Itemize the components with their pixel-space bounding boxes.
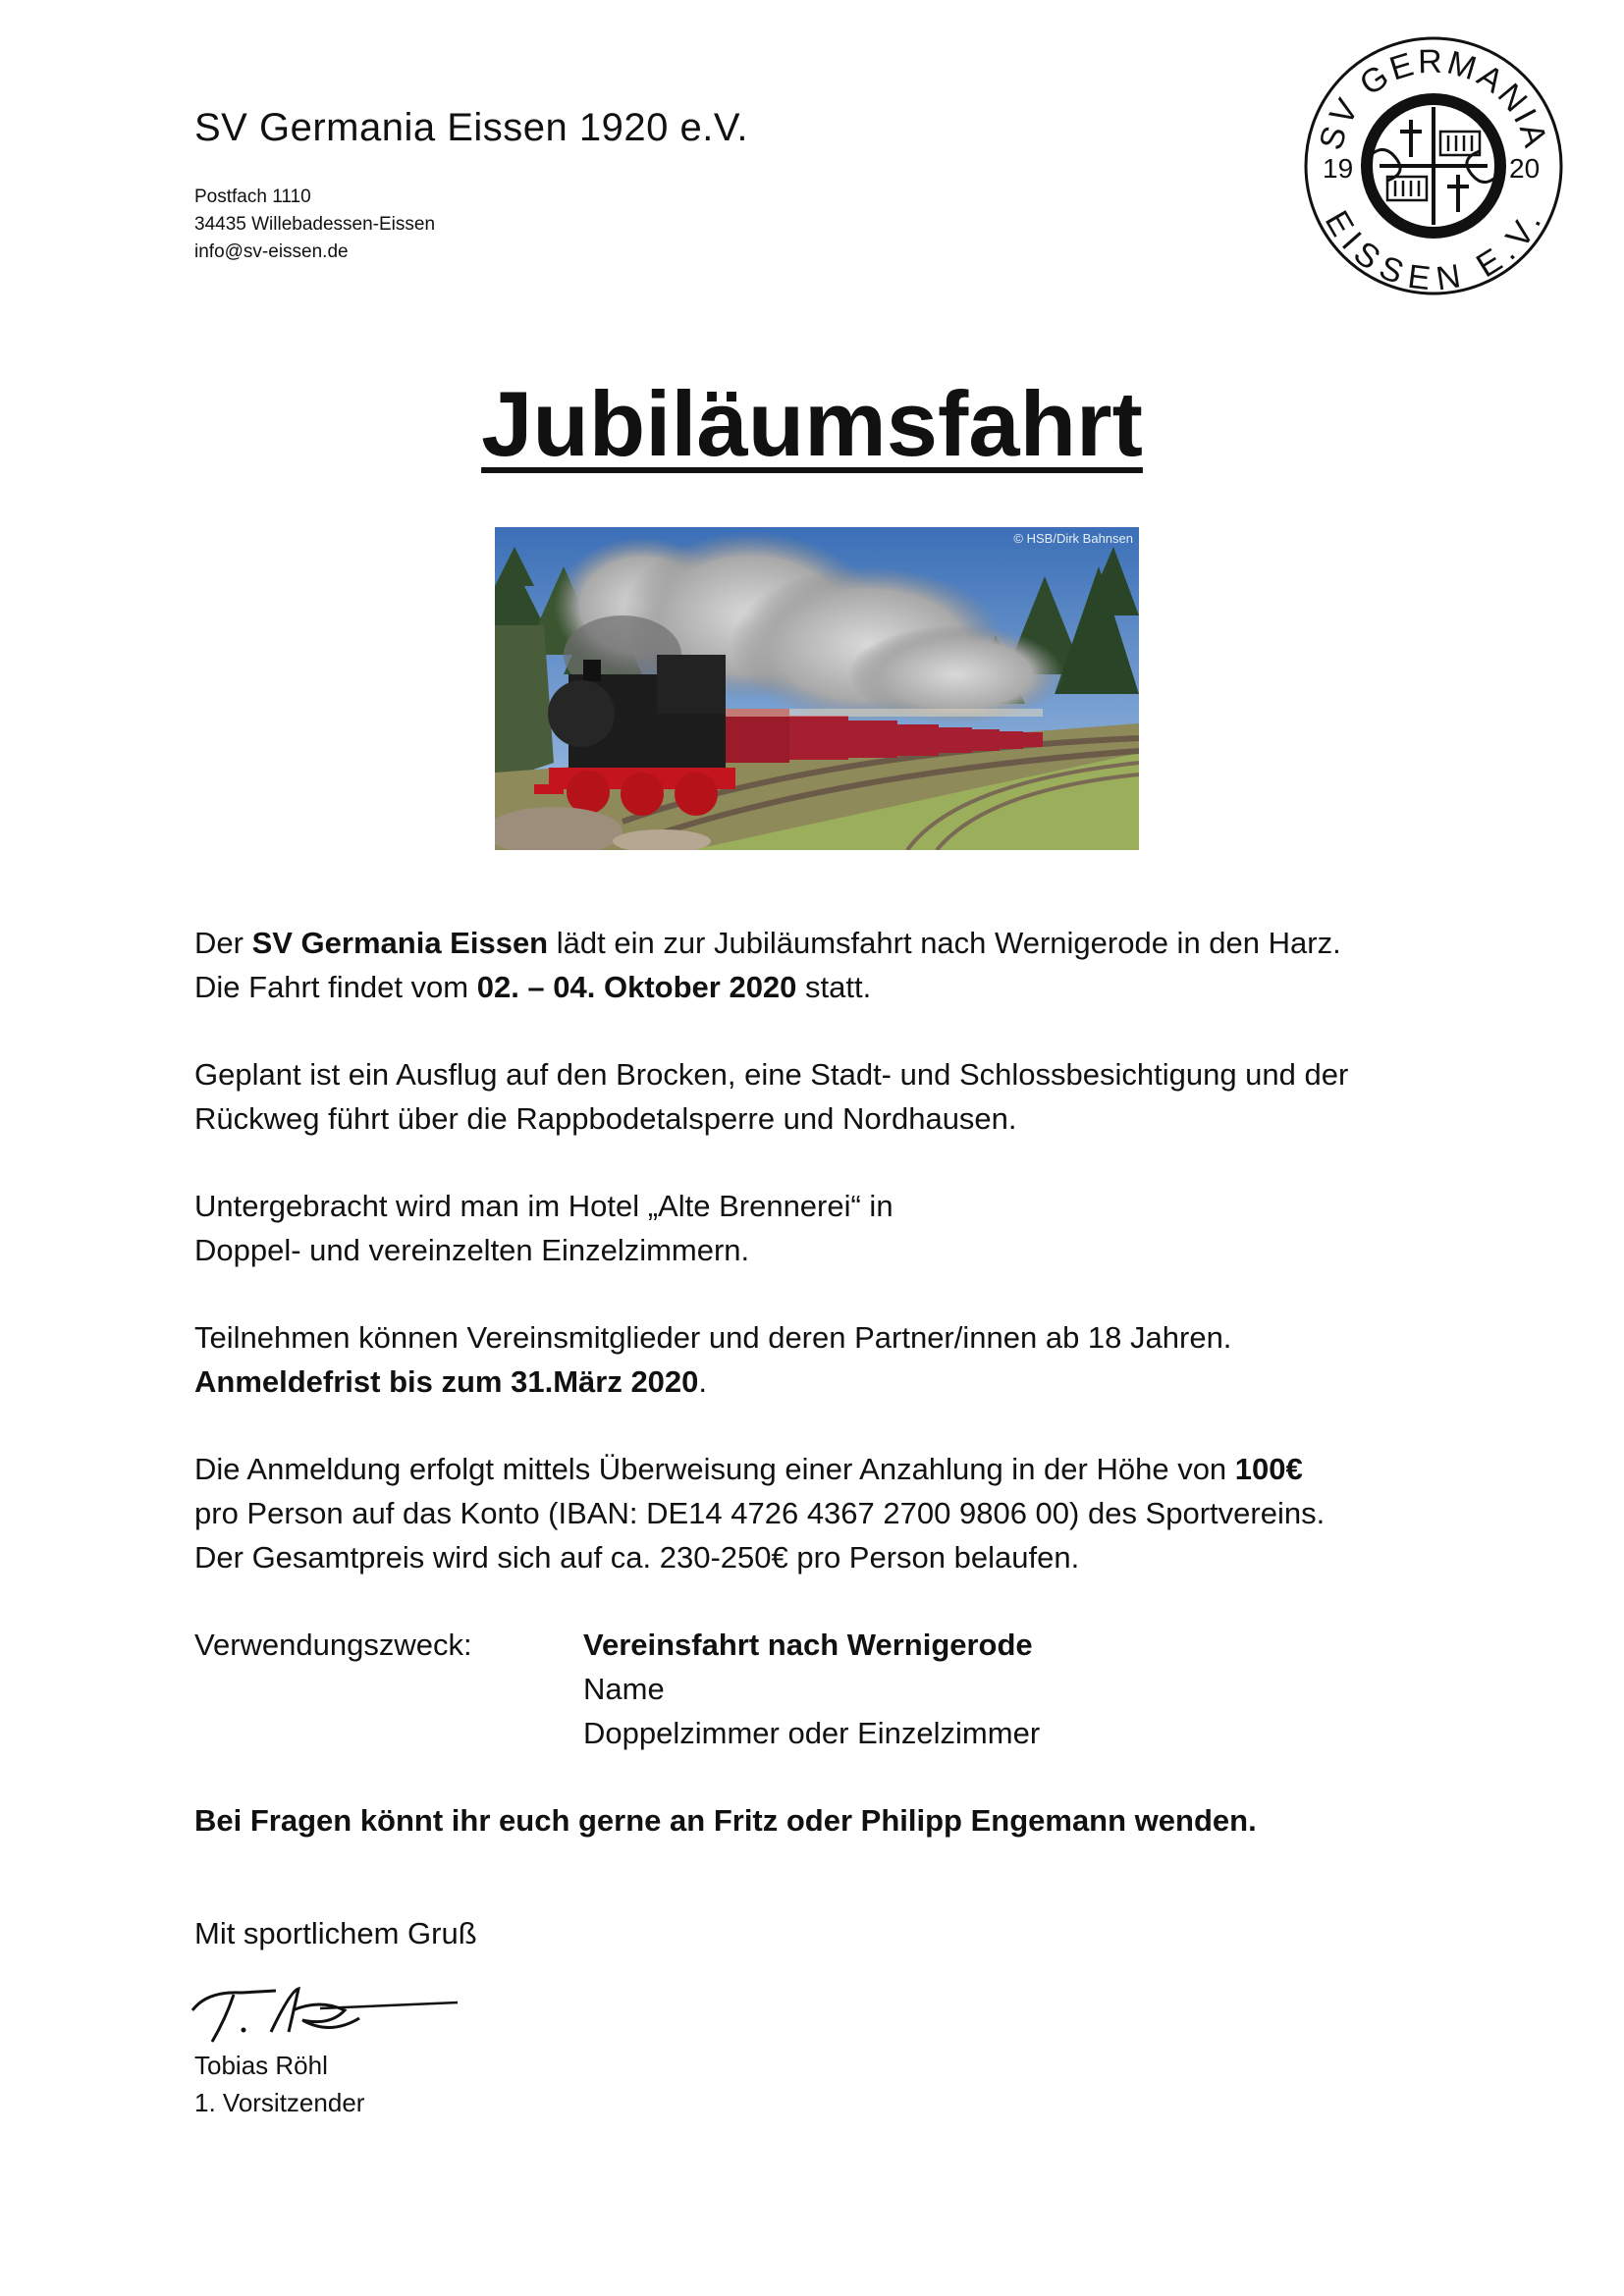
- payment-reference-lines: Vereinsfahrt nach Wernigerode Name Doppelzimmer oder Einzelzimmer: [583, 1628, 1041, 1750]
- photo-credit: © HSB/Dirk Bahnsen: [1013, 531, 1133, 546]
- payment-reference-label: Verwendungszweck:: [194, 1628, 472, 1662]
- steam-train-photo: [495, 527, 1139, 850]
- logo-bottom-text: EISSEN E.V.: [1317, 204, 1550, 298]
- paragraph-accommodation: Untergebracht wird man im Hotel „Alte Brennerei“ in Doppel- und vereinzelten Einzelzimmern.: [194, 1189, 893, 1267]
- logo-year-right: 20: [1509, 153, 1541, 184]
- address-line-city: 34435 Willebadessen-Eissen: [194, 214, 436, 235]
- logo-top-text: SV GERMANIA: [1312, 42, 1555, 154]
- club-logo: [1301, 33, 1566, 298]
- organization-name: SV Germania Eissen 1920 e.V.: [194, 106, 748, 149]
- payment-reference: [194, 1623, 1471, 1755]
- letter-body: [194, 921, 1471, 1886]
- address-line-postbox: Postfach 1110: [194, 187, 311, 207]
- signer-name: Tobias Röhl: [194, 2051, 328, 2080]
- handwritten-signature: [183, 1971, 467, 2052]
- logo-year-left: 19: [1323, 153, 1354, 184]
- closing-greeting: Mit sportlichem Gruß: [194, 1916, 477, 1950]
- paragraph-intro: Der SV Germania Eissen lädt ein zur Jubiläumsfahrt nach Wernigerode in den Harz. Die Fahrt findet vom 02. – 04. Oktober 2020 statt.: [194, 926, 1341, 1004]
- logo-emblem: [1362, 99, 1505, 233]
- page-title: Jubiläumsfahrt: [481, 372, 1143, 475]
- address-line-email: info@sv-eissen.de: [194, 241, 349, 262]
- signer-role: 1. Vorsitzender: [194, 2088, 365, 2117]
- paragraph-program: Geplant ist ein Ausflug auf den Brocken, eine Stadt- und Schlossbesichtigung und der Rückweg führt über die Rappbodetalsperre und Nordhausen.: [194, 1057, 1349, 1136]
- paragraph-participation: Teilnehmen können Vereinsmitglieder und deren Partner/innen ab 18 Jahren. Anmeldefrist bis zum 31.März 2020.: [194, 1320, 1232, 1399]
- paragraph-registration: Die Anmeldung erfolgt mittels Überweisung einer Anzahlung in der Höhe von 100€ pro Person auf das Konto (IBAN: DE14 4726 4367 2700 9806 00) des Sportvereins. Der Gesamtpreis wird sich auf ca. 230-250€ pro Person belaufen.: [194, 1452, 1326, 1575]
- signer-block: [194, 2047, 364, 2121]
- paragraph-contact: Bei Fragen könnt ihr euch gerne an Fritz oder Philipp Engemann wenden.: [194, 1803, 1257, 1838]
- address-block: [194, 184, 435, 266]
